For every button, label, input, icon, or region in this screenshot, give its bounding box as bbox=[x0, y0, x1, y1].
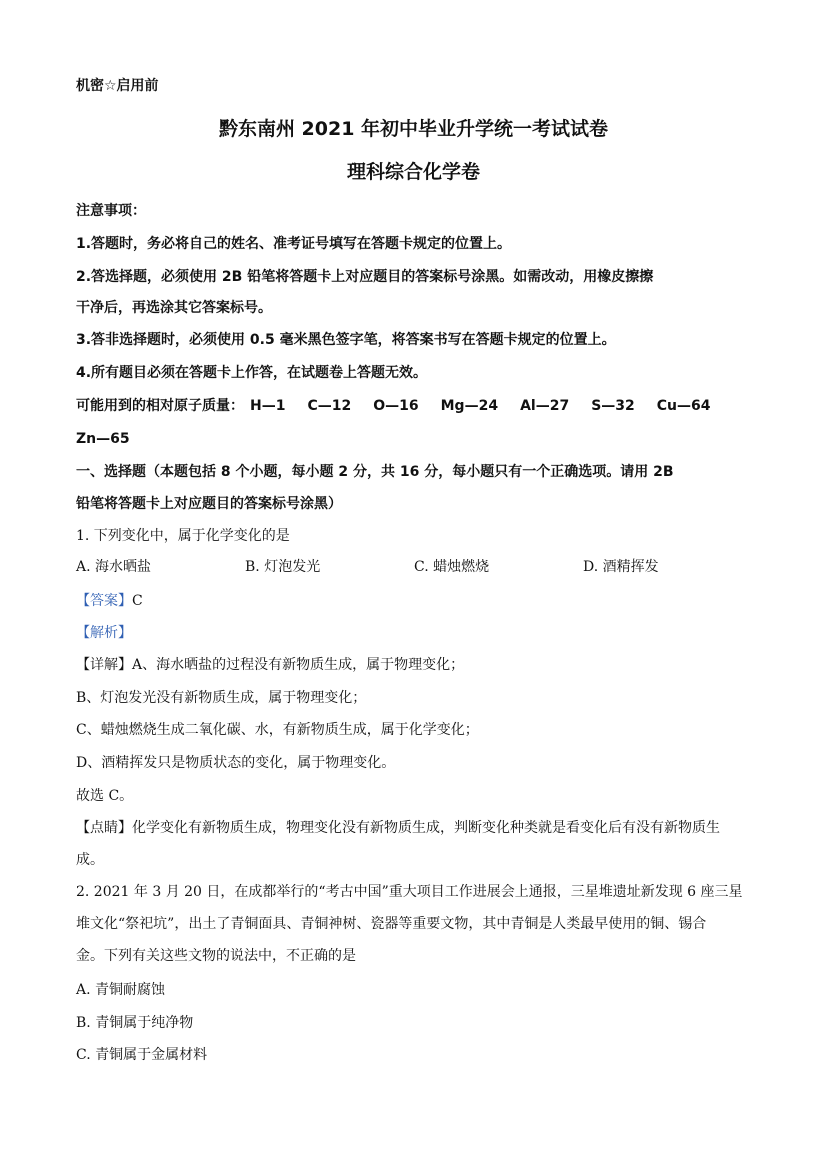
analysis-tag: 【解析】 bbox=[76, 625, 132, 641]
atomic-mass-cu: Cu—64 bbox=[656, 398, 711, 414]
q1-comment bbox=[76, 818, 720, 838]
q1-option-c: C. 蜡烛燃烧 bbox=[414, 559, 490, 575]
q1-option-d: D. 酒精挥发 bbox=[583, 559, 659, 575]
question-2-stem: 2. 2021 年 3 月 20 日，在成都举行的“考古中国”重大项目工作进展会上通报，三星堆遗址新发现 6 座三星 bbox=[76, 884, 743, 900]
question-2-stem: 金。下列有关这些文物的说法中，不正确的是 bbox=[76, 948, 356, 964]
confidential-label: 机密☆启用前 bbox=[76, 78, 159, 94]
atomic-mass-mg: Mg—24 bbox=[440, 398, 499, 414]
notes-heading: 注意事项： bbox=[76, 203, 146, 219]
atomic-mass-s: S—32 bbox=[591, 398, 635, 414]
q1-option-b: B. 灯泡发光 bbox=[245, 559, 321, 575]
detail-line: 故选 C。 bbox=[76, 788, 134, 804]
comment-line: 成。 bbox=[76, 852, 104, 868]
note-item: 3.答非选择题时，必须使用 0.5 毫米黑色签字笔，将答案书写在答题卡规定的位置上。 bbox=[76, 332, 616, 348]
atomic-mass-al: Al—27 bbox=[520, 398, 570, 414]
q1-detail bbox=[76, 655, 464, 675]
atomic-mass-h: H—1 bbox=[250, 398, 286, 414]
atomic-mass-line bbox=[76, 396, 711, 416]
atomic-mass-c: C—12 bbox=[307, 398, 352, 414]
note-item: 干净后，再选涂其它答案标号。 bbox=[76, 300, 272, 316]
atomic-mass-o: O—16 bbox=[373, 398, 419, 414]
note-item: 4.所有题目必须在答题卡上作答，在试题卷上答题无效。 bbox=[76, 365, 428, 381]
detail-line: B、灯泡发光没有新物质生成，属于物理变化； bbox=[76, 690, 367, 706]
detail-line: A、海水晒盐的过程没有新物质生成，属于物理变化； bbox=[132, 657, 465, 673]
section-heading: 一、选择题（本题包括 8 个小题，每小题 2 分，共 16 分，每小题只有一个正确选项。请用 2B bbox=[76, 464, 674, 480]
q2-option-a: A. 青铜耐腐蚀 bbox=[76, 982, 166, 998]
comment-line: 化学变化有新物质生成，物理变化没有新物质生成，判断变化种类就是看变化后有没有新物质生 bbox=[132, 820, 720, 836]
question-1-stem: 1. 下列变化中，属于化学变化的是 bbox=[76, 528, 290, 544]
q2-option-b: B. 青铜属于纯净物 bbox=[76, 1015, 194, 1031]
atomic-mass-label: 可能用到的相对原子质量： bbox=[76, 398, 244, 414]
q1-answer bbox=[76, 591, 143, 611]
q2-option-c: C. 青铜属于金属材料 bbox=[76, 1047, 208, 1063]
atomic-mass-zn: Zn—65 bbox=[76, 431, 130, 447]
answer-value: C bbox=[132, 593, 143, 609]
exam-subtitle: 理科综合化学卷 bbox=[346, 161, 480, 183]
section-heading-cont: 铅笔将答题卡上对应题目的答案标号涂黑） bbox=[76, 496, 342, 512]
detail-tag: 【详解】 bbox=[76, 657, 132, 673]
note-item: 1.答题时，务必将自己的姓名、准考证号填写在答题卡规定的位置上。 bbox=[76, 236, 512, 252]
answer-tag: 【答案】 bbox=[76, 593, 132, 609]
comment-tag: 【点睛】 bbox=[76, 820, 132, 836]
note-item: 2.答选择题，必须使用 2B 铅笔将答题卡上对应题目的答案标号涂黑。如需改动，用橡皮擦擦 bbox=[76, 269, 654, 285]
question-2-stem: 堆文化“祭祀坑”，出土了青铜面具、青铜神树、瓷器等重要文物，其中青铜是人类最早使用的铜、锡合 bbox=[76, 916, 707, 932]
exam-title: 黔东南州 2021 年初中毕业升学统一考试试卷 bbox=[218, 118, 609, 140]
detail-line: D、酒精挥发只是物质状态的变化，属于物理变化。 bbox=[76, 755, 396, 771]
detail-line: C、蜡烛燃烧生成二氧化碳、水，有新物质生成，属于化学变化； bbox=[76, 722, 479, 738]
q1-option-a: A. 海水晒盐 bbox=[76, 559, 152, 575]
